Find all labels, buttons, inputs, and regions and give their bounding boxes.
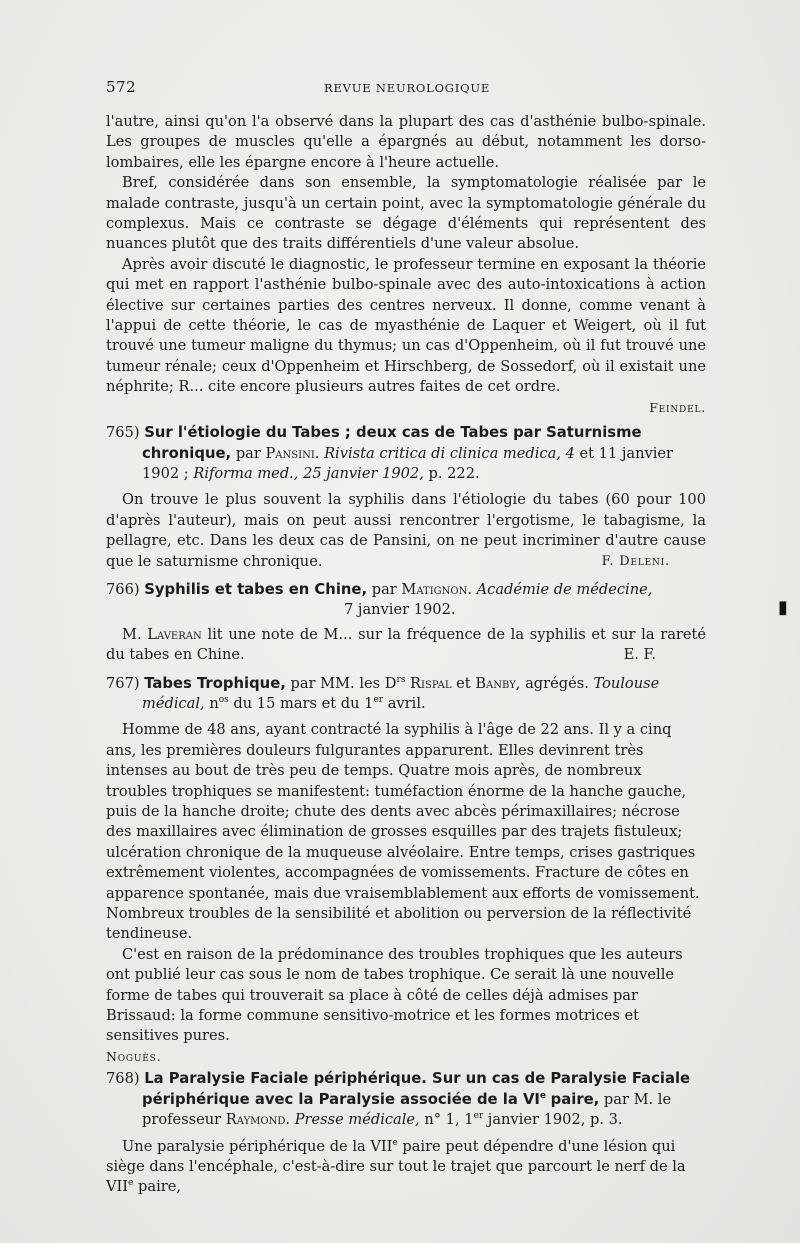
- entry-766: [106, 580, 706, 666]
- entry-author: Pansini.: [265, 444, 320, 462]
- entry-766-heading: 766) Syphilis et tabes en Chine, par Matignon. Académie de médecine,: [106, 580, 653, 598]
- entry-number: 765): [106, 424, 140, 442]
- entry-source: Toulouse médical,: [142, 674, 660, 712]
- entry-title: La Paralysie Faciale périphérique. Sur un cas de Paralysie Faciale périphérique avec la Paralysie associée de la VI: [142, 1070, 691, 1108]
- entry-number: 767): [106, 674, 140, 692]
- entry-number: 766): [106, 580, 140, 598]
- entry-768: [106, 1069, 706, 1197]
- entry-767-body-2: C'est en raison de la prédominance des troubles trophiques que les auteurs ont publié leur cas sous le nom de tabes trophique. Ce serait là une nouvelle forme de tabes qui trouverait sa place à côté de celles déjà admises par Brissaud: la forme commune sensitivo-motrice et les formes motrices et sensitives pures.: [106, 945, 683, 1045]
- entry-767-body-1: Homme de 48 ans, ayant contracté la syphilis à l'âge de 22 ans. Il y a cinq ans, les premières douleurs fulgurantes apparurent. Elles devinrent très intenses au bout de très peu de temps. Quatre mois après, de nombreux troubles trophiques se manifestent: tuméfaction énorme de la hanche gauche, puis de la hanche droite; chute des dents avec abcès périmaxillaires; nécrose des maxillaires avec élimination de grosses esquilles par des trajets fistuleux; ulcération chronique de la muqueuse alvéolaire. Entre temps, crises gastriques extrêmement violentes, accompagnées de vomissements. Fracture de côtes en apparence spontanée, mais due vraisemblablement aux efforts de vomissement. Nombreux troubles de la sensibilité et abolition ou perversion de la réflectivité tendineuse.: [106, 721, 700, 943]
- entry-765-heading: 765) Sur l'étiologie du Tabes ; deux cas de Tabes par Saturnisme chronique, par Pansini. Rivista critica di clinica medica, 4 et 11 janvier 1902 ; Riforma med., 25 janvier 1902, p. 222.: [106, 424, 673, 482]
- entry-author-2: Banby,: [475, 674, 521, 692]
- entry-765: [106, 423, 706, 572]
- entry-title: Sur l'étiologie du Tabes ; deux cas de Tabes par Saturnisme chronique,: [142, 424, 642, 462]
- entry-author: Raymond.: [225, 1111, 291, 1129]
- signature-nogues: Noguès.: [106, 1048, 162, 1064]
- entry-source: Académie de médecine,: [476, 580, 653, 598]
- signature-ef: E. F.: [623, 646, 656, 664]
- entry-768-heading: 768) La Paralysie Faciale périphérique. Sur un cas de Paralysie Faciale périphérique avec la Paralysie associée de la VIe paire, par M. le professeur Raymond. Presse médicale, n° 1, 1er janvier 1902, p. 3.: [106, 1070, 691, 1129]
- entry-766-date: 7 janvier 1902.: [344, 601, 456, 619]
- continuation-paragraph-3: Après avoir discuté le diagnostic, le professeur termine en exposant la théorie qui met en rapport l'asthénie bulbo-spinale avec des auto-intoxications à action élective sur certaines parties des centres nerveux. Il donne, comme venant à l'appui de cette théorie, le cas de myasthénie de Laquer et Weigert, où il fut trouvé une tumeur maligne du thymus; un cas d'Oppenheim, où il fut trouvé une tumeur rénale; ceux d'Oppenheim et Hirschberg, de Sossedorf, où il existait une néphrite; R... cite encore plusieurs autres faites de cet ordre.: [106, 255, 706, 396]
- continuation-paragraph-2: Bref, considérée dans son ensemble, la symptomatologie réalisée par le malade contraste, jusqu'à un certain point, avec la symptomatologie générale du complexus. Mais ce contraste se dégage d'éléments qui représentent des nuances plutôt que des traits différentiels d'une valeur absolue.: [106, 174, 706, 253]
- entry-source: Rivista critica di clinica medica, 4: [324, 444, 575, 462]
- continuation-paragraph-1: l'autre, ainsi qu'on l'a observé dans la plupart des cas d'asthénie bulbo-spinale. Les groupes de muscles qu'elle a épargnés au début, notamment les dorso-lombaires, elle les épargne encore à l'heure actuelle.: [106, 113, 706, 171]
- entry-author: Matignon.: [401, 580, 472, 598]
- entry-number: 768): [106, 1070, 140, 1088]
- entry-title: Tabes Trophique,: [144, 674, 286, 692]
- entry-author-1: Rispal: [410, 674, 452, 692]
- signature-feindel: Feindel.: [649, 399, 706, 415]
- margin-mark: ▮: [778, 597, 788, 618]
- signature-deleni: F. Deleni.: [601, 553, 670, 569]
- entry-source: Presse médicale,: [294, 1111, 420, 1129]
- entry-765-body: On trouve le plus souvent la syphilis dans l'étiologie du tabes (60 pour 100 d'après l'auteur), mais on peut aussi rencontrer l'ergotisme, le tabagisme, la pellagre, etc. Dans les deux cas de Pansini, on ne peut incriminer d'autre cause que le saturnisme chronique. F. Deleni.: [106, 490, 706, 572]
- entry-768-body: Une paralysie périphérique de la VIIe paire peut dépendre d'une lésion qui siège dans l'encéphale, c'est-à-dire sur tout le trajet que parcourt le nerf de la VIIe paire,: [106, 1137, 686, 1196]
- entry-title: Syphilis et tabes en Chine,: [144, 580, 368, 598]
- body-text: [106, 112, 706, 1198]
- running-title: REVUE NEUROLOGIQUE: [324, 81, 491, 95]
- page-number: 572: [106, 78, 137, 96]
- entry-body-author: Laveran: [147, 625, 202, 643]
- entry-767: [106, 674, 706, 1068]
- entry-766-body: M. Laveran lit une note de M... sur la fréquence de la syphilis et sur la rareté du tabes en Chine. E. F.: [106, 625, 706, 666]
- entry-767-heading: 767) Tabes Trophique, par MM. les $D^{rs}$ Rispal et Banby, agrégés. Toulouse médical, $n^{os}$ du 15 mars et du 1er avril.: [106, 674, 660, 712]
